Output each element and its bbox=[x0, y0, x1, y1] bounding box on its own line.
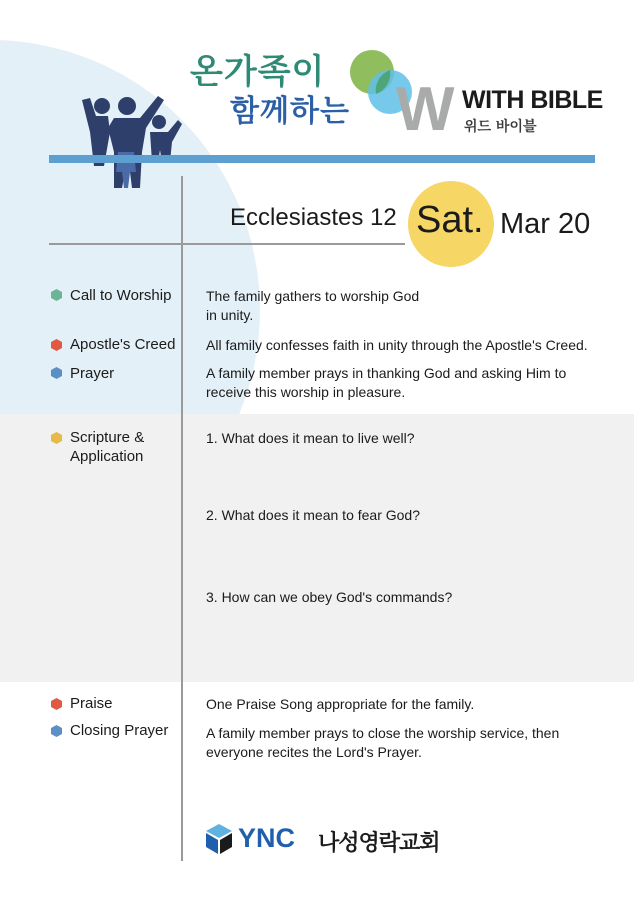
question-1: 1. What does it mean to live well? bbox=[206, 430, 415, 446]
logo-w: W bbox=[396, 75, 455, 144]
brand-name-korean: 위드 바이블 bbox=[464, 119, 537, 135]
praise-desc: One Praise Song appropriate for the family. bbox=[206, 696, 475, 712]
red-hexagon-icon bbox=[51, 698, 62, 710]
closing-prayer-desc: A family member prays to close the worship service, then everyone recites the Lord's Prayer. bbox=[206, 725, 560, 760]
call-to-worship-desc: The family gathers to worship God in unity. bbox=[206, 288, 420, 323]
church-name: 나성영락교회 bbox=[318, 831, 440, 856]
blue-hexagon-icon bbox=[51, 725, 62, 737]
ync-cube-icon bbox=[204, 822, 234, 856]
day-label: Sat. bbox=[416, 199, 484, 241]
prayer-label: Prayer bbox=[70, 365, 115, 382]
brand-name: WITH BIBLE bbox=[462, 86, 603, 114]
call-to-worship-label: Call to Worship bbox=[70, 287, 172, 304]
ync-logo-text: YNC bbox=[238, 823, 296, 853]
apostles-creed-label: Apostle's Creed bbox=[70, 336, 176, 353]
praise-label: Praise bbox=[70, 695, 113, 712]
family-icon bbox=[80, 92, 182, 190]
prayer-desc: A family member prays in thanking God and asking Him to receive this worship in pleasure. bbox=[206, 365, 567, 400]
title-line1: 온가족이 bbox=[190, 52, 326, 92]
title-line2: 함께하는 bbox=[230, 94, 350, 129]
question-3: 3. How can we obey God's commands? bbox=[206, 589, 453, 605]
question-2: 2. What does it mean to fear God? bbox=[206, 507, 421, 523]
passage-title: Ecclesiastes 12 bbox=[230, 204, 397, 231]
closing-prayer-label: Closing Prayer bbox=[70, 722, 169, 739]
date-label: Mar 20 bbox=[500, 208, 591, 240]
apostles-creed-desc: All family confesses faith in unity through the Apostle's Creed. bbox=[206, 337, 588, 353]
cross-horizontal-line bbox=[49, 243, 405, 245]
header-divider bbox=[49, 155, 595, 163]
cross-vertical-line bbox=[181, 176, 183, 861]
scripture-label: Scripture & Application bbox=[70, 429, 145, 465]
